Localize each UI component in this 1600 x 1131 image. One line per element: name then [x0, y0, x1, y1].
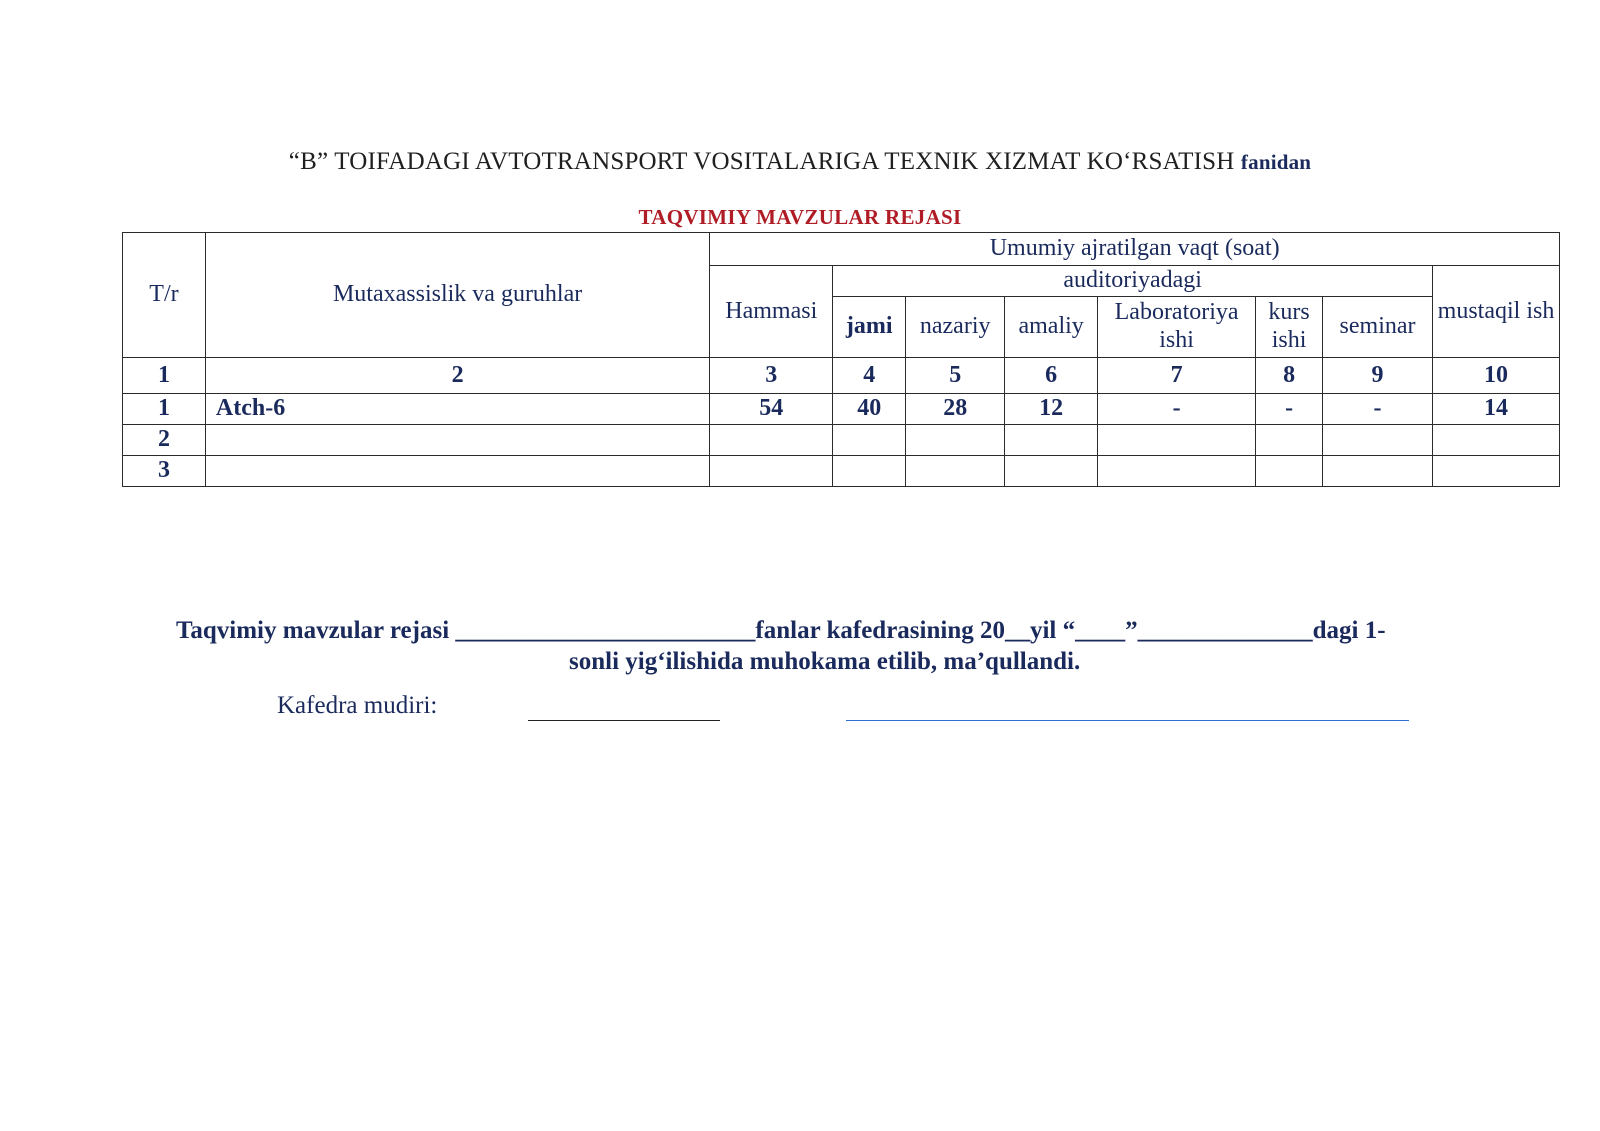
column-number-row	[123, 358, 1560, 394]
row-mustaqil	[1433, 425, 1560, 456]
header-auditoriya: auditoriyadagi	[833, 266, 1433, 297]
row-amaliy	[1005, 456, 1098, 487]
header-hammasi: Hammasi	[710, 266, 833, 358]
header-laboratoriya: Laboratoriya ishi	[1098, 297, 1256, 358]
row-mustaqil: 14	[1433, 394, 1560, 425]
column-number: 9	[1323, 358, 1433, 394]
column-number: 6	[1005, 358, 1098, 394]
approval-line-2: sonli yig‘ilishida muhokama etilib, ma’qullandi.	[569, 648, 1081, 675]
row-mustaqil	[1433, 456, 1560, 487]
name-line	[846, 720, 1409, 721]
header-tr: T/r	[123, 233, 206, 358]
column-number: 2	[205, 358, 709, 394]
row-hammasi	[710, 425, 833, 456]
row-lab	[1098, 456, 1256, 487]
table-row	[123, 456, 1560, 487]
document-title-suffix: fanidan	[1240, 150, 1312, 174]
row-lab: -	[1098, 394, 1256, 425]
row-nazariy: 28	[906, 394, 1005, 425]
row-nazariy	[906, 425, 1005, 456]
header-jami: jami	[833, 297, 906, 358]
header-kurs: kurs ishi	[1256, 297, 1323, 358]
column-number: 10	[1433, 358, 1560, 394]
document-title-main: “B” TOIFADAGI AVTOTRANSPORT VOSITALARIGA TEXNIK XIZMAT KO‘RSATISH	[288, 148, 1235, 175]
row-kurs: -	[1256, 394, 1323, 425]
column-number: 8	[1256, 358, 1323, 394]
row-kurs	[1256, 456, 1323, 487]
column-number: 3	[710, 358, 833, 394]
approval-note	[176, 615, 1506, 677]
row-kurs	[1256, 425, 1323, 456]
row-amaliy: 12	[1005, 394, 1098, 425]
row-seminar	[1323, 456, 1433, 487]
row-amaliy	[1005, 425, 1098, 456]
row-jami	[833, 425, 906, 456]
row-hammasi	[710, 456, 833, 487]
row-hammasi: 54	[710, 394, 833, 425]
row-group: Atch-6	[205, 394, 709, 425]
table-row	[123, 394, 1560, 425]
header-specialty: Mutaxassislik va guruhlar	[205, 233, 709, 358]
column-number: 7	[1098, 358, 1256, 394]
row-seminar	[1323, 425, 1433, 456]
header-nazariy: nazariy	[906, 297, 1005, 358]
approval-line-1: Taqvimiy mavzular rejasi ________________________fanlar kafedrasining 20__yil “____”______________dagi 1-	[176, 617, 1386, 644]
column-number: 5	[906, 358, 1005, 394]
header-mustaqil: mustaqil ish	[1433, 266, 1560, 358]
column-number: 1	[123, 358, 206, 394]
document-title	[0, 148, 1600, 176]
department-head-label: Kafedra mudiri:	[277, 692, 438, 719]
row-lab	[1098, 425, 1256, 456]
row-group	[205, 425, 709, 456]
header-amaliy: amaliy	[1005, 297, 1098, 358]
header-total-time: Umumiy ajratilgan vaqt (soat)	[710, 233, 1560, 266]
row-jami	[833, 456, 906, 487]
row-jami: 40	[833, 394, 906, 425]
row-group	[205, 456, 709, 487]
row-number: 1	[123, 394, 206, 425]
row-nazariy	[906, 456, 1005, 487]
row-seminar: -	[1323, 394, 1433, 425]
row-number: 3	[123, 456, 206, 487]
signature-line	[528, 720, 720, 721]
column-number: 4	[833, 358, 906, 394]
table-row	[123, 425, 1560, 456]
plan-subtitle: TAQVIMIY MAVZULAR REJASI	[638, 205, 962, 229]
plan-table	[122, 232, 1560, 487]
row-number: 2	[123, 425, 206, 456]
header-seminar: seminar	[1323, 297, 1433, 358]
